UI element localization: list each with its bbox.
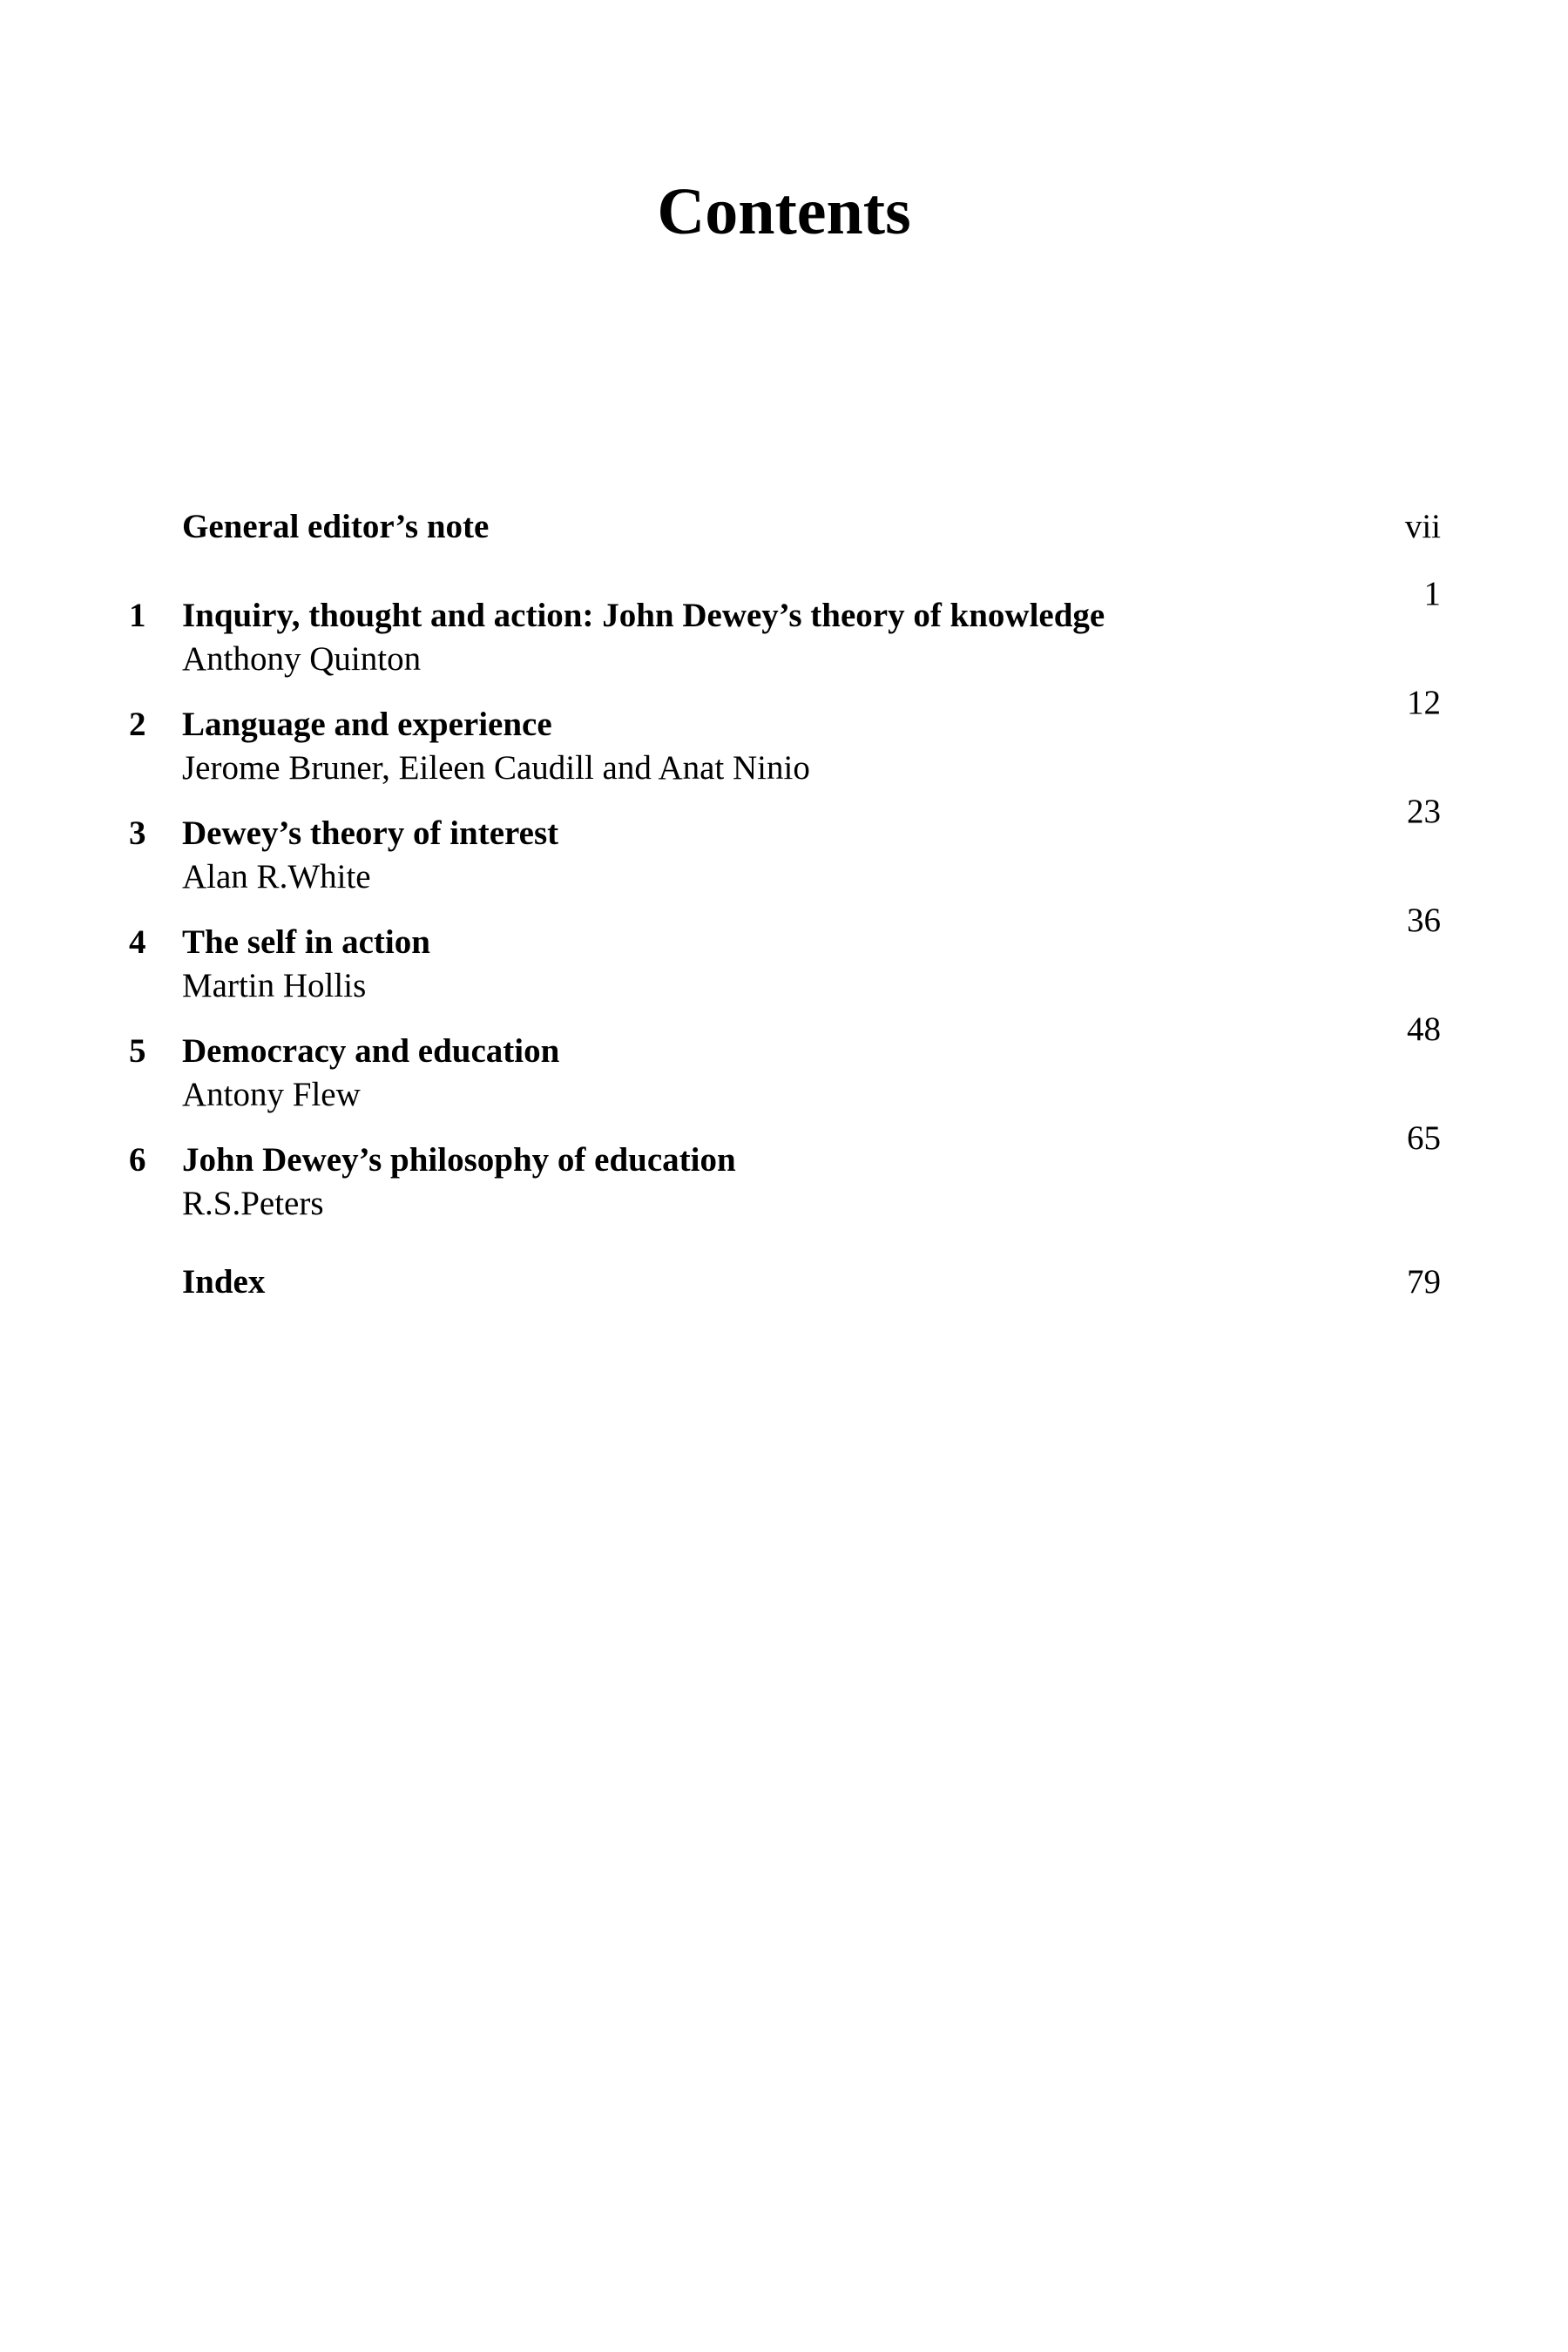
toc-heading[interactable]: Dewey’s theory of interest (182, 814, 559, 852)
toc-page-number: 79 (1407, 1263, 1441, 1301)
toc-page-number: 48 (1407, 1010, 1441, 1048)
chapter-number: 6 (129, 1141, 146, 1179)
toc-page-number: 12 (1407, 684, 1441, 721)
chapter-number: 4 (129, 923, 146, 961)
chapter-author: Antony Flew (182, 1076, 361, 1113)
chapter-author: Jerome Bruner, Eileen Caudill and Anat Ninio (182, 749, 810, 787)
chapter-number: 2 (129, 706, 146, 743)
toc-page-number: vii (1404, 508, 1441, 545)
toc-heading[interactable]: The self in action (182, 923, 430, 961)
chapter-number: 5 (129, 1032, 146, 1070)
chapter-number: 3 (129, 814, 146, 852)
toc-heading[interactable]: Language and experience (182, 706, 552, 743)
toc-heading[interactable]: Index (182, 1263, 266, 1301)
toc-page-number: 1 (1423, 575, 1441, 612)
toc-heading[interactable]: General editor’s note (182, 508, 490, 545)
toc-page-number: 36 (1407, 902, 1441, 939)
chapter-author: R.S.Peters (182, 1185, 324, 1222)
toc-page-number: 65 (1407, 1119, 1441, 1157)
page-title: Contents (657, 175, 911, 248)
chapter-author: Martin Hollis (182, 967, 367, 1004)
toc-heading[interactable]: Democracy and education (182, 1032, 560, 1070)
toc-page-number: 23 (1407, 793, 1441, 830)
chapter-number: 1 (129, 597, 146, 634)
chapter-author: Anthony Quinton (182, 640, 422, 678)
toc-heading[interactable]: Inquiry, thought and action: John Dewey’s theory of knowledge (182, 597, 1105, 634)
toc-heading[interactable]: John Dewey’s philosophy of education (182, 1141, 736, 1179)
chapter-author: Alan R.White (182, 858, 371, 896)
